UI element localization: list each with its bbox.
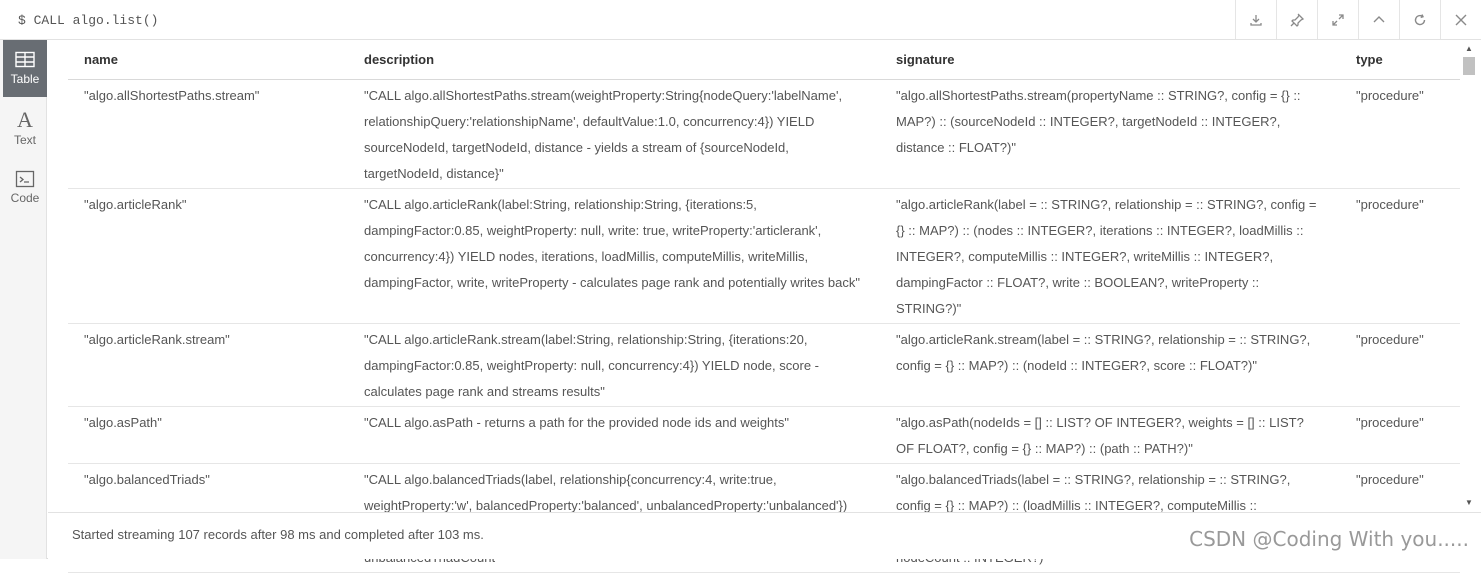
collapse-button[interactable]: [1358, 0, 1399, 39]
fullscreen-button[interactable]: [1317, 0, 1358, 39]
cell-signature: "algo.articleRank(label = :: STRING?, relationship = :: STRING?, config = {} :: MAP?) :: (nodes :: INTEGER?, iterations :: INTEGER?, loadMillis :: INTEGER?, computeMillis :: INTEGER?, writeMillis :: INTEGER?, dampingFactor :: FLOAT?, write :: BOOLEAN?, writeProperty :: STRING?)": [880, 188, 1340, 323]
frame-header: [0, 0, 1481, 40]
pin-icon: [1290, 13, 1304, 27]
vertical-scrollbar[interactable]: [1460, 40, 1481, 512]
scroll-up-arrow-icon[interactable]: ▲: [1465, 44, 1473, 53]
cell-signature: "algo.allShortestPaths.stream(propertyName :: STRING?, config = {} :: MAP?) :: (sourceNodeId :: INTEGER?, targetNodeId :: INTEGER?, distance :: FLOAT?)": [880, 79, 1340, 188]
cell-type: "procedure": [1340, 79, 1460, 188]
chevron-up-icon: [1372, 13, 1386, 27]
status-bar: [48, 512, 1481, 559]
cell-description: "CALL algo.allShortestPaths.stream(weightProperty:String{nodeQuery:'labelName', relationshipQuery:'relationshipName', defaultValue:1.0, concurrency:4}) YIELD sourceNodeId, targetNodeId, distance - yields a stream of {sourceNodeId, targetNodeId, distance}": [348, 79, 880, 188]
column-header-description: description: [348, 40, 880, 79]
cell-type: "procedure": [1340, 188, 1460, 323]
table-row: [68, 188, 1460, 323]
tab-table[interactable]: [3, 40, 47, 97]
table-row: [68, 79, 1460, 188]
column-header-type: type: [1340, 40, 1460, 79]
download-button[interactable]: [1235, 0, 1276, 39]
status-text: Started streaming 107 records after 98 ms and completed after 103 ms.: [72, 527, 484, 542]
cell-signature: "algo.asPath(nodeIds = [] :: LIST? OF INTEGER?, weights = [] :: LIST? OF FLOAT?, config = {} :: MAP?) :: (path :: PATH?)": [880, 406, 1340, 463]
tab-code[interactable]: [3, 159, 47, 216]
cell-name: "algo.allShortestPaths.stream": [68, 79, 348, 188]
text-icon: A: [17, 107, 33, 132]
download-icon: [1249, 13, 1263, 27]
table-row: [68, 406, 1460, 463]
result-table: [68, 40, 1460, 573]
table-header-row: [68, 40, 1460, 79]
close-button[interactable]: [1440, 0, 1481, 39]
watermark: CSDN @Coding With you.....: [1189, 527, 1469, 551]
cell-name: "algo.articleRank": [68, 188, 348, 323]
tab-table-label: Table: [10, 72, 40, 86]
table-icon: [15, 51, 35, 69]
cell-description: "CALL algo.articleRank.stream(label:String, relationship:String, {iterations:20, dampingFactor:0.85, weightProperty: null, concurrency:4}) YIELD node, score - calculates page rank and streams results": [348, 323, 880, 406]
scroll-down-arrow-icon[interactable]: ▼: [1465, 498, 1473, 507]
close-icon: [1454, 13, 1468, 27]
tab-text-label: Text: [13, 133, 36, 147]
frame-toolbar: [1235, 0, 1481, 39]
cell-name: "algo.asPath": [68, 406, 348, 463]
code-icon: [15, 170, 35, 188]
result-table-container: [48, 40, 1460, 512]
cell-type: "procedure": [1340, 463, 1460, 572]
tab-code-label: Code: [10, 191, 40, 205]
column-header-name: name: [68, 40, 348, 79]
rerun-button[interactable]: [1399, 0, 1440, 39]
cell-description: "CALL algo.balancedTriads(label, relationship{concurrency:4, write:true, weightProperty:'w', balancedProperty:'balanced', unbalancedProperty:'unbalanced'}): [348, 463, 880, 572]
scrollbar-thumb[interactable]: [1463, 57, 1475, 75]
cell-description: "CALL algo.articleRank(label:String, relationship:String, {iterations:5, dampingFactor:0.85, weightProperty: null, write: true, writeProperty:'articlerank', concurrency:4}) YIELD nodes, iterations, loadMillis, computeMillis, writeMillis, dampingFactor, write, writeProperty - calculates page rank and potentially writes back": [348, 188, 880, 323]
cell-type: "procedure": [1340, 406, 1460, 463]
tab-text[interactable]: [3, 100, 47, 157]
cell-signature: "algo.articleRank.stream(label = :: STRING?, relationship = :: STRING?, config = {} :: MAP?) :: (nodeId :: INTEGER?, score :: FLOAT?)": [880, 323, 1340, 406]
pin-button[interactable]: [1276, 0, 1317, 39]
cell-type: "procedure": [1340, 323, 1460, 406]
cell-description: "CALL algo.asPath - returns a path for the provided node ids and weights": [348, 406, 880, 463]
expand-icon: [1331, 13, 1345, 27]
rerun-icon: [1413, 13, 1427, 27]
table-row: [68, 323, 1460, 406]
column-header-signature: signature: [880, 40, 1340, 79]
query-text[interactable]: $ CALL algo.list(): [18, 13, 159, 28]
cell-name: "algo.articleRank.stream": [68, 323, 348, 406]
cell-name: "algo.balancedTriads": [68, 463, 348, 572]
view-sidebar: [0, 40, 47, 559]
cell-signature: "algo.balancedTriads(label = :: STRING?, relationship = :: STRING?, config = {} :: MAP?) :: (loadMillis :: INTEGER?, computeMillis ::: [880, 463, 1340, 572]
